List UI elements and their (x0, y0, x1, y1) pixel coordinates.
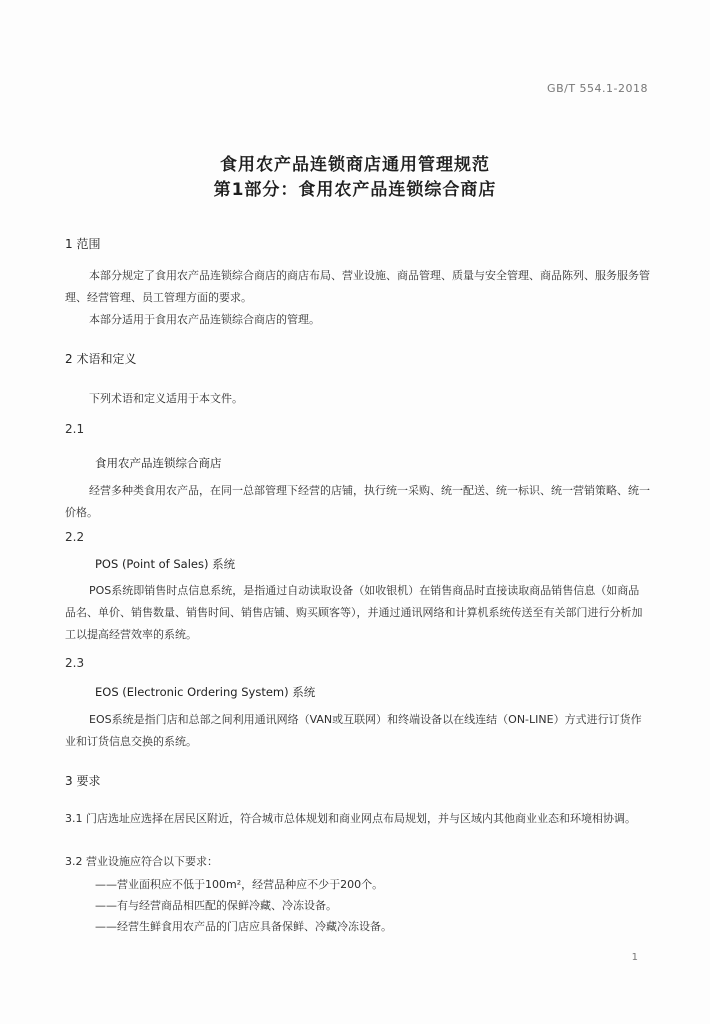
section-1-paragraph-2: 本部分适用于食用农产品连锁综合商店的管理。 (89, 313, 320, 326)
term-2-1-title: 食用农产品连锁综合商店 (95, 456, 222, 470)
section-1-paragraph-1: 本部分规定了食用农产品连锁综合商店的商店布局、营业设施、商品管理、质量与安全管理、商品陈列、服务服务管理、经营管理、员工管理方面的要求。 (65, 269, 650, 304)
document-title-line2: 第1部分：食用农产品连锁综合商店 (213, 180, 497, 200)
clause-3-2-item-1: ——营业面积应不低于100m²，经营品种应不少于200个。 (95, 878, 384, 891)
term-2-2-number: 2.2 (65, 530, 85, 544)
page-number: 1 (631, 952, 638, 963)
clause-3-2-item-3: ——经营生鲜食用农产品的门店应具备保鲜、冷藏冷冻设备。 (95, 920, 392, 933)
term-2-3-number: 2.3 (65, 656, 85, 670)
section-2-heading: 2 术语和定义 (65, 352, 137, 366)
term-2-3-title: EOS (Electronic Ordering System) 系统 (95, 685, 316, 699)
section-2-intro: 下列术语和定义适用于本文件。 (89, 392, 243, 405)
clause-3-1: 3.1 门店选址应选择在居民区附近，符合城市总体规划和商业网点布局规划，并与区域内其他商业业态和环境相协调。 (65, 812, 636, 825)
term-2-1-number: 2.1 (65, 422, 85, 436)
term-2-2-definition: POS系统即销售时点信息系统，是指通过自动读取设备（如收银机）在销售商品时直接读取商品销售信息（如商品品名、单价、销售数量、销售时间、销售店铺、购买顾客等），并通过通讯网络和计算机系统传送至有关部门进行分析加工以提高经营效率的系统。 (65, 584, 643, 641)
document-title-line1: 食用农产品连锁商店通用管理规范 (220, 155, 490, 175)
clause-3-2: 3.2 营业设施应符合以下要求： (65, 855, 218, 868)
term-2-3-definition: EOS系统是指门店和总部之间利用通讯网络（VAN或互联网）和终端设备以在线连结（ON-LINE）方式进行订货作业和订货信息交换的系统。 (65, 713, 642, 748)
term-2-2-title: POS (Point of Sales) 系统 (95, 557, 236, 571)
term-2-1-definition: 经营多种类食用农产品，在同一总部管理下经营的店铺，执行统一采购、统一配送、统一标识、统一营销策略、统一价格。 (65, 484, 650, 519)
section-3-heading: 3 要求 (65, 774, 101, 788)
clause-3-2-item-2: ——有与经营商品相匹配的保鲜冷藏、冷冻设备。 (95, 899, 337, 912)
standard-code: GB/T 554.1-2018 (547, 82, 648, 95)
section-1-heading: 1 范围 (65, 237, 101, 251)
